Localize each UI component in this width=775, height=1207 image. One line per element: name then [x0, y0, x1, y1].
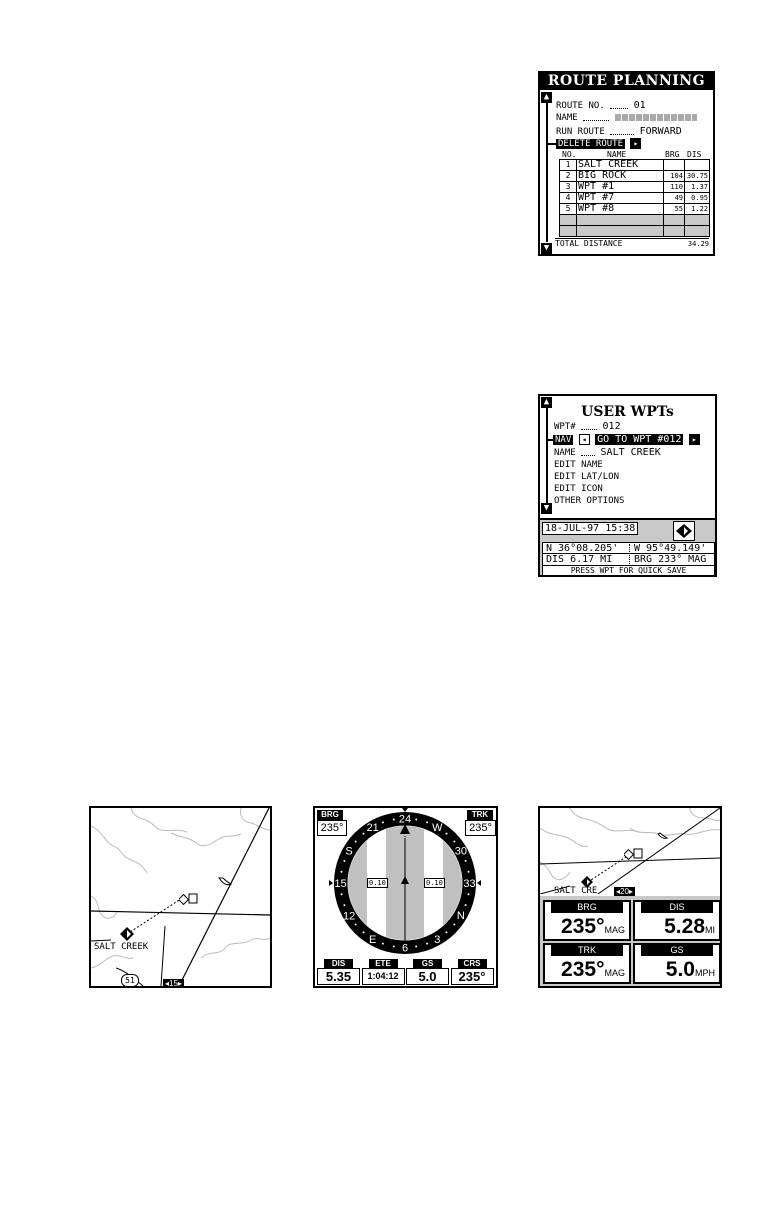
- boat-position-icon: [119, 926, 135, 942]
- compass-ring-label: 3: [434, 933, 441, 946]
- compass-screen: [313, 806, 498, 988]
- map-screen-3: [538, 806, 722, 988]
- route-cell-brg: 49: [664, 193, 685, 204]
- route-cell-brg: 104: [664, 171, 685, 182]
- waypoint-label: SALT CREEK: [94, 942, 149, 952]
- compass-ring-label: 21: [366, 822, 379, 835]
- route-cell-no: 2: [560, 171, 577, 182]
- highway-shield-icon: 51: [121, 974, 139, 987]
- delete-route-button[interactable]: DELETE ROUTE: [558, 139, 624, 149]
- compass-ring-label: 6: [401, 942, 409, 955]
- col-dis-header: DIS: [687, 150, 702, 159]
- wpt-number-value[interactable]: 012: [602, 421, 621, 432]
- route-no-label: ROUTE NO.: [556, 101, 605, 111]
- go-to-wpt-button[interactable]: GO TO WPT #012: [597, 434, 682, 445]
- route-row-empty[interactable]: [560, 226, 710, 237]
- map-scale-value: 15: [169, 979, 178, 988]
- map-screen-1: [89, 806, 272, 988]
- waypoint-marker-icon[interactable]: [624, 845, 644, 857]
- compass-ring-label: E: [369, 933, 377, 946]
- data-box-dis: [633, 900, 721, 941]
- route-scrollbar[interactable]: [541, 91, 552, 254]
- compass-field-value: 1:04:12: [362, 968, 405, 985]
- route-cell-brg: 110: [664, 182, 685, 193]
- run-route-label: RUN ROUTE: [556, 127, 605, 137]
- route-cell-brg: 55: [664, 204, 685, 215]
- total-distance-label: TOTAL DISTANCE: [555, 239, 623, 248]
- col-name-header: NAME: [607, 150, 627, 159]
- compass-ring-label: 24: [398, 813, 412, 826]
- route-cell-name: WPT #1: [577, 182, 664, 193]
- side-offset-right: 0.10: [426, 879, 443, 887]
- nav-label: NAV: [555, 435, 572, 445]
- route-row[interactable]: [560, 193, 710, 204]
- route-cell-dis: 1.37: [685, 182, 710, 193]
- route-cell-brg: [664, 160, 685, 171]
- delete-route-arrow-icon[interactable]: ▸: [630, 138, 641, 149]
- position-box: [542, 542, 715, 566]
- scroll-up-icon[interactable]: ▲: [541, 397, 552, 408]
- compass-field-label: GS: [413, 959, 442, 968]
- compass-field-label: ETE: [369, 959, 398, 968]
- scroll-down-icon[interactable]: ▼: [541, 243, 552, 254]
- data-box-gs: [633, 943, 721, 984]
- route-cell-no: 4: [560, 193, 577, 204]
- quick-save-hint: PRESS WPT FOR QUICK SAVE: [542, 565, 715, 576]
- route-cell-no: 1: [560, 160, 577, 171]
- brg-value: 235°: [317, 820, 347, 836]
- user-wpts-screen: [538, 394, 717, 577]
- trk-value: 235°: [465, 820, 496, 836]
- route-name-field[interactable]: [615, 114, 697, 121]
- data-box-value: 5.28: [664, 915, 705, 938]
- col-brg-header: BRG: [665, 150, 680, 159]
- route-planning-title: ROUTE PLANNING: [540, 73, 713, 90]
- data-box-unit: MI: [705, 925, 715, 935]
- data-panel: [540, 896, 720, 986]
- data-box-unit: MAG: [604, 925, 625, 935]
- route-row[interactable]: [560, 171, 710, 182]
- col-no-header: NO.: [562, 150, 577, 159]
- waypoint-marker-icon[interactable]: [179, 890, 199, 902]
- route-row[interactable]: [560, 182, 710, 193]
- route-cell-name: WPT #7: [577, 193, 664, 204]
- scroll-down-icon[interactable]: ▼: [541, 503, 552, 514]
- compass-field-label: DIS: [324, 959, 353, 968]
- scroll-up-icon[interactable]: ▲: [541, 92, 552, 103]
- compass-field-value: 5.35: [317, 968, 360, 985]
- compass-field-value: 235°: [451, 968, 494, 985]
- data-box-brg: [543, 900, 631, 941]
- menu-edit-lat-lon[interactable]: EDIT LAT/LON: [554, 472, 620, 482]
- route-cell-name: WPT #8: [577, 204, 664, 215]
- compass-ring-label: W: [432, 822, 443, 835]
- route-table: [559, 159, 710, 237]
- route-planning-screen: [538, 71, 715, 256]
- compass-field-value: 5.0: [406, 968, 449, 985]
- compass-ring-label: 30: [454, 845, 468, 858]
- route-cell-dis: 0.95: [685, 193, 710, 204]
- route-cell-name: SALT CREEK: [577, 160, 664, 171]
- compass-ring-label: 33: [463, 878, 476, 890]
- data-box-trk: [543, 943, 631, 984]
- route-cell-no: 5: [560, 204, 577, 215]
- data-box-unit: MAG: [604, 968, 625, 978]
- side-offset-left: 0.10: [369, 879, 386, 887]
- route-row[interactable]: [560, 204, 710, 215]
- map-scale: ◂15▸: [165, 979, 182, 988]
- brg-label: BRG: [317, 810, 343, 820]
- data-box-label: BRG: [551, 902, 623, 913]
- map-scale: ◂20▸: [616, 887, 633, 896]
- data-box-label: DIS: [641, 902, 713, 913]
- route-name-label: NAME: [556, 113, 578, 123]
- compass-ring-label: N: [456, 910, 465, 923]
- run-route-value[interactable]: FORWARD: [639, 126, 682, 137]
- data-box-value: 5.0: [665, 958, 695, 981]
- data-box-unit: MPH: [695, 968, 715, 978]
- route-row-empty[interactable]: [560, 215, 710, 226]
- nav-left-arrow-icon[interactable]: ◂: [579, 434, 590, 445]
- route-cell-no: 3: [560, 182, 577, 193]
- total-distance-value: 34.29: [687, 240, 709, 248]
- data-box-value: 235°: [561, 958, 605, 981]
- route-no-value[interactable]: 01: [633, 100, 646, 111]
- wpt-name-label: NAME: [554, 448, 576, 458]
- bearing-value: BRG 233° MAG: [634, 554, 707, 565]
- wpt-number-label: WPT#: [554, 422, 576, 432]
- user-wpts-title: USER WPTs: [581, 404, 674, 420]
- map-scale-value: 20: [620, 887, 629, 896]
- route-cell-dis: [685, 160, 710, 171]
- route-cell-name: BIG ROCK: [577, 171, 664, 182]
- route-row[interactable]: [560, 160, 710, 171]
- compass-ring-label: 15: [334, 878, 347, 890]
- latitude-value: N 36°08.205': [546, 543, 619, 554]
- compass-field-label: CRS: [458, 959, 487, 968]
- status-panel: [540, 518, 715, 575]
- data-box-label: GS: [641, 945, 713, 956]
- longitude-value: W 95°49.149': [634, 543, 707, 554]
- menu-edit-icon[interactable]: EDIT ICON: [554, 484, 603, 494]
- distance-value: DIS 6.17 MI: [546, 554, 613, 565]
- data-box-value: 235°: [561, 915, 605, 938]
- wpt-name-value[interactable]: SALT CREEK: [600, 447, 661, 458]
- menu-other-options[interactable]: OTHER OPTIONS: [554, 496, 625, 506]
- data-box-label: TRK: [551, 945, 623, 956]
- nav-right-arrow-icon[interactable]: ▸: [689, 434, 700, 445]
- route-cell-dis: 30.75: [685, 171, 710, 182]
- route-cell-dis: 1.22: [685, 204, 710, 215]
- waypoint-label: SALT CRE: [554, 886, 598, 896]
- datetime-display: 18-JUL-97 15:38: [542, 522, 638, 535]
- compass-ring-label: 12: [342, 910, 356, 923]
- trk-label: TRK: [467, 810, 493, 820]
- compass-ring-label: S: [345, 845, 353, 858]
- waypoint-icon: [673, 521, 695, 541]
- menu-edit-name[interactable]: EDIT NAME: [554, 460, 603, 470]
